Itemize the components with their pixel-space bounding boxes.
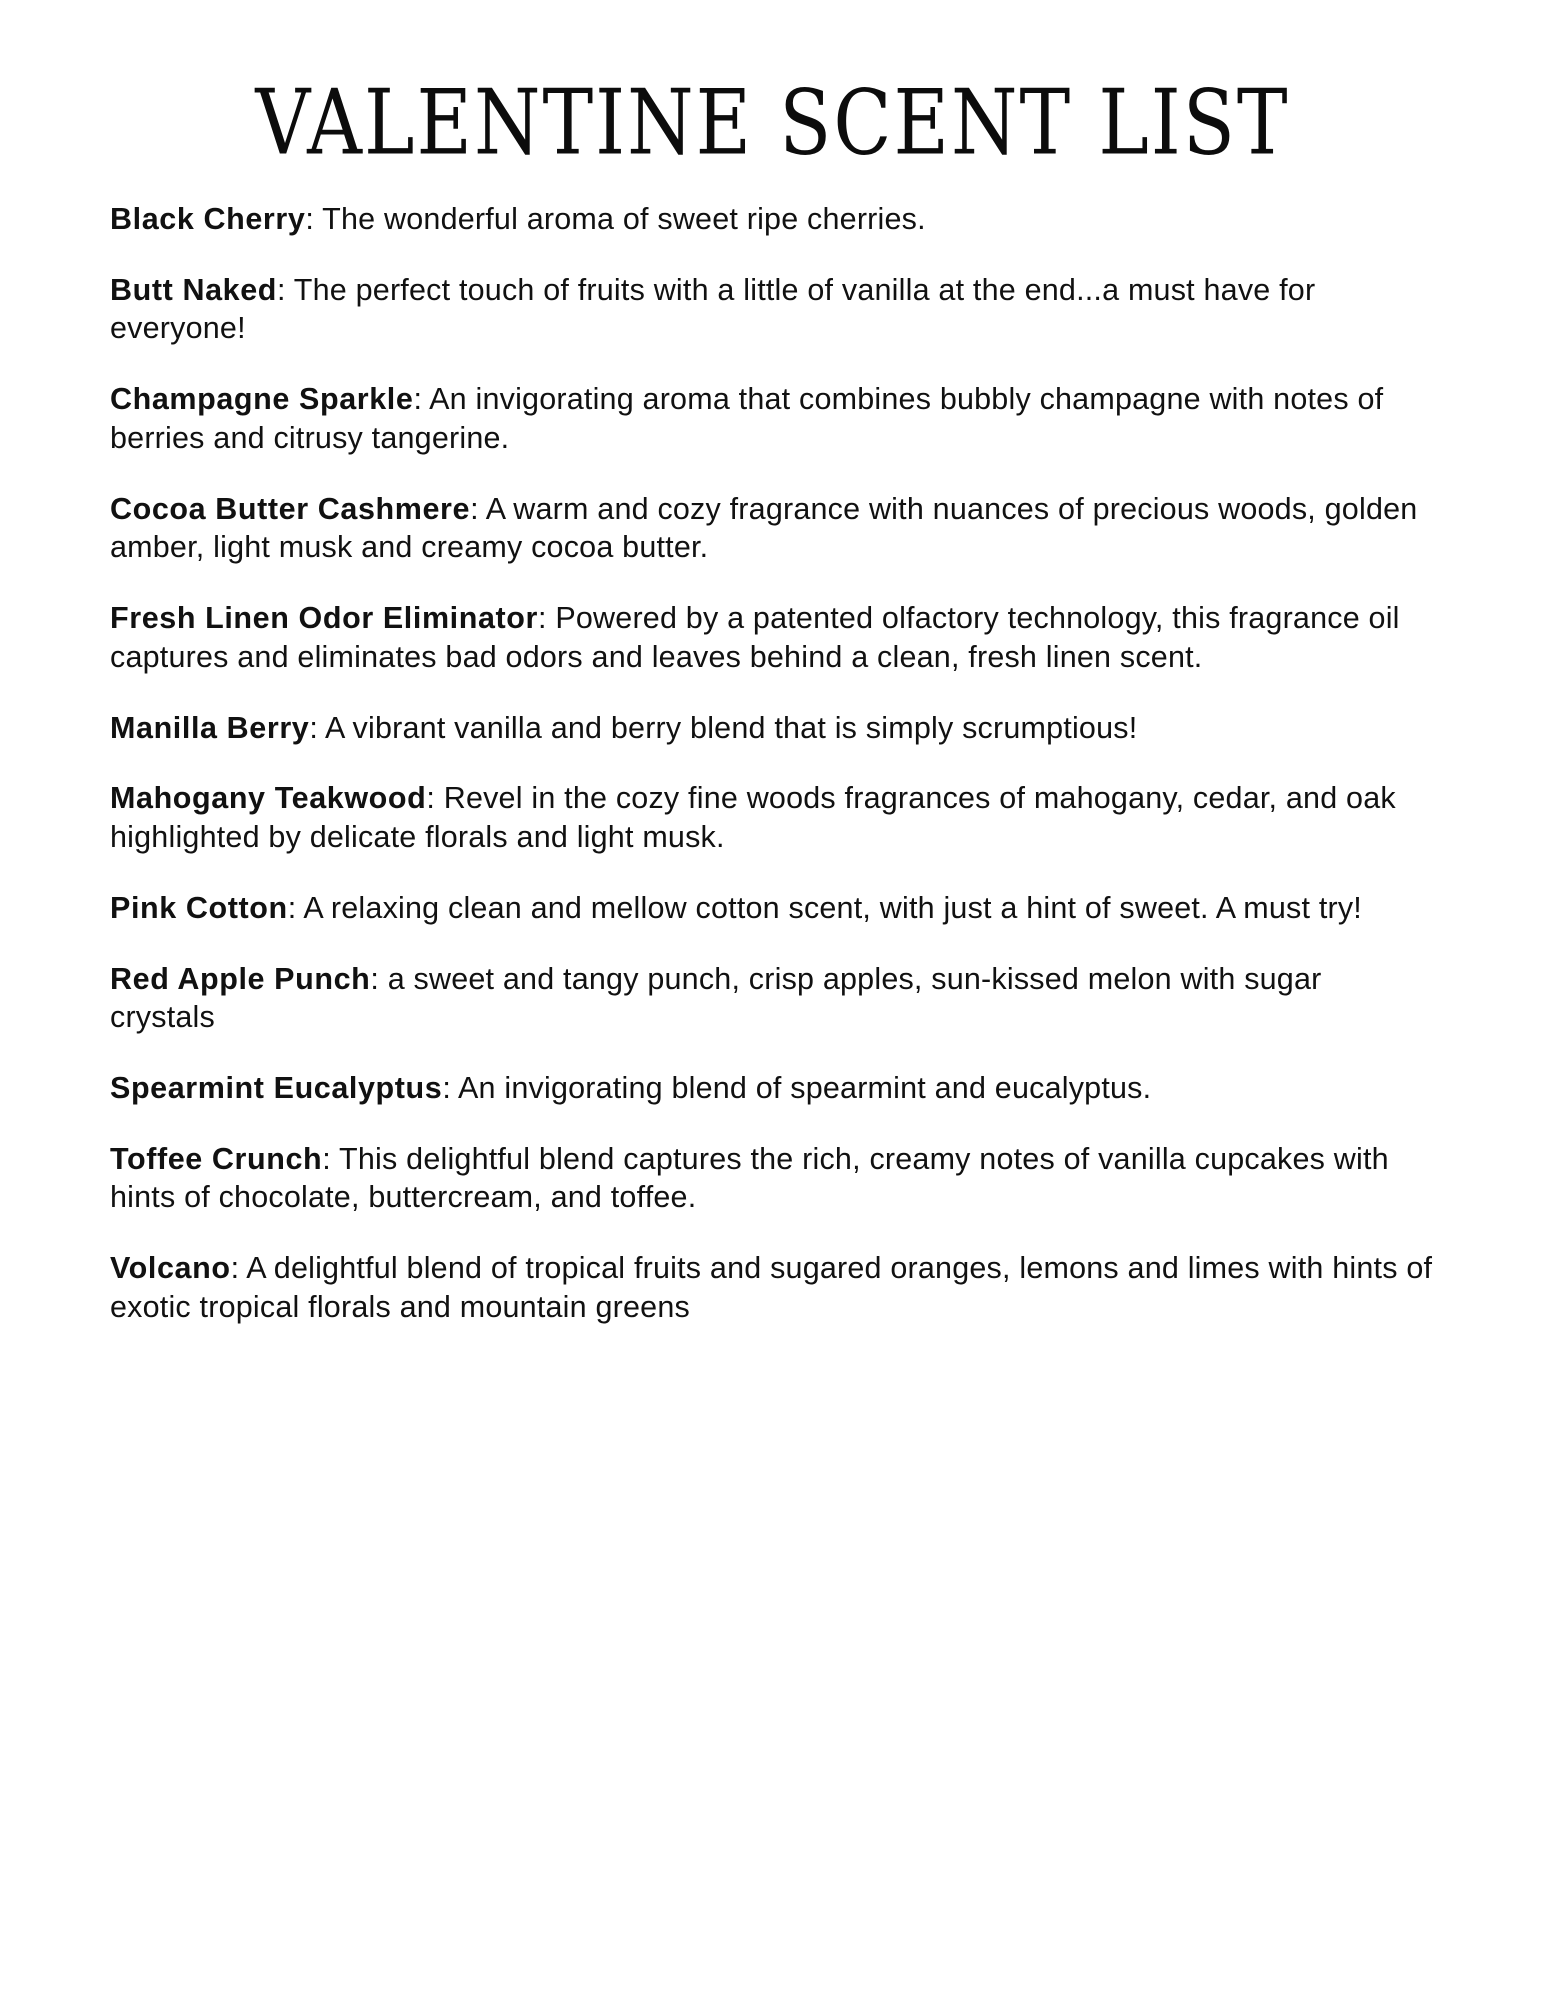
list-item — [110, 960, 1435, 1037]
scent-name: Cocoa Butter Cashmere — [110, 491, 471, 526]
scent-name: Mahogany Teakwood — [110, 781, 427, 816]
list-item — [110, 1069, 1435, 1108]
scent-description: : A vibrant vanilla and berry blend that is simply scrumptious! — [309, 710, 1138, 745]
scent-name: Volcano — [110, 1251, 231, 1286]
list-item — [110, 709, 1435, 748]
scent-description: : A warm and cozy fragrance with nuances of precious woods, golden amber, light musk and creamy cocoa butter. — [110, 491, 1418, 565]
scent-name: Black Cherry — [110, 202, 306, 236]
scent-name: Butt Naked — [110, 272, 277, 307]
list-item — [110, 779, 1435, 856]
list-item — [110, 200, 1435, 239]
list-item — [110, 1140, 1435, 1217]
list-item — [110, 1249, 1435, 1326]
scent-name: Toffee Crunch — [110, 1141, 323, 1176]
scent-description: : An invigorating aroma that combines bubbly champagne with notes of berries and citrusy tangerine. — [110, 382, 1384, 455]
scent-list — [110, 200, 1435, 1327]
list-item — [110, 599, 1435, 676]
scent-description: : This delightful blend captures the rich, creamy notes of vanilla cupcakes with hints of chocolate, buttercream, and toffee. — [110, 1141, 1389, 1215]
scent-name: Champagne Sparkle — [110, 382, 414, 417]
list-item — [110, 380, 1435, 457]
scent-description: : The perfect touch of fruits with a little of vanilla at the end...a must have for everyone! — [110, 272, 1316, 346]
scent-name: Manilla Berry — [110, 710, 310, 745]
page-title: VALENTINE SCENT LIST — [255, 69, 1290, 175]
list-item — [110, 271, 1435, 348]
scent-name: Red Apple Punch — [110, 961, 371, 996]
scent-description: : A delightful blend of tropical fruits and sugared oranges, lemons and limes with hints of exotic tropical florals and mountain greens — [110, 1251, 1433, 1324]
scent-description: : a sweet and tangy punch, crisp apples, sun-kissed melon with sugar crystals — [110, 961, 1322, 1035]
scent-name: Pink Cotton — [110, 890, 288, 925]
scent-name: Spearmint Eucalyptus — [110, 1071, 443, 1106]
list-item — [110, 889, 1435, 928]
scent-description: : A relaxing clean and mellow cotton scent, with just a hint of sweet. A must try! — [287, 890, 1362, 925]
scent-name: Fresh Linen Odor Eliminator — [110, 601, 538, 636]
scent-description: : The wonderful aroma of sweet ripe cherries. — [305, 202, 926, 236]
scent-description: : Revel in the cozy fine woods fragrances of mahogany, cedar, and oak highlighted by delicate florals and light musk. — [110, 781, 1396, 855]
scent-description: : An invigorating blend of spearmint and eucalyptus. — [442, 1071, 1152, 1106]
scent-description: : Powered by a patented olfactory technology, this fragrance oil captures and eliminates bad odors and leaves behind a clean, fresh linen scent. — [110, 601, 1400, 674]
list-item — [110, 490, 1435, 567]
